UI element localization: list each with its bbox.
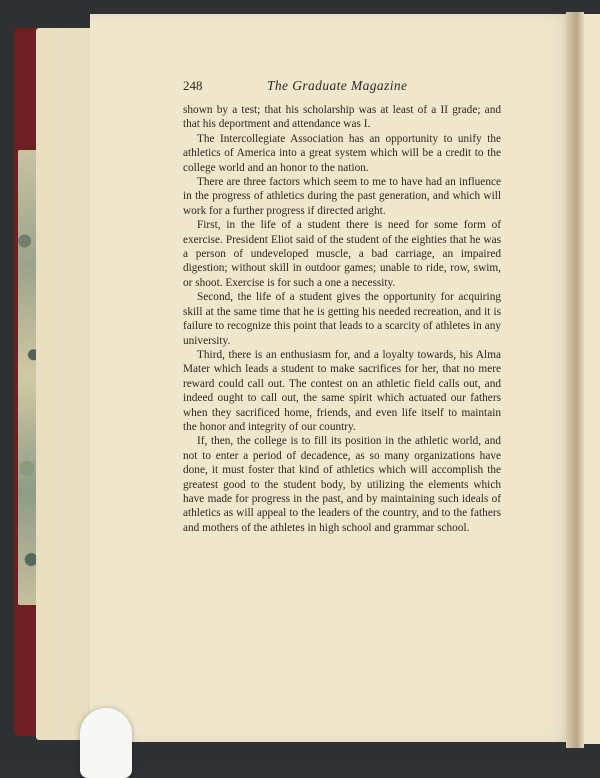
page-gutter — [566, 12, 584, 748]
facing-page-edge — [582, 14, 600, 744]
paragraph: The Intercollegiate Association has an opportunity to unify the athletics of America into a great system which will be a credit to the college world and an honor to the nation. — [183, 132, 501, 174]
paragraph: Third, there is an enthusiasm for, and a loyalty towards, his Alma Mater which leads a student to make sacrifices for her, that no mere reward could call out. The contest on an athletic field calls out, and indeed ought to call out, the same spirit which actuated our fathers when they sacrificed home, friends, and even life itself to maintain the honor and integrity of our country. — [183, 348, 501, 433]
paragraph: If, then, the college is to fill its position in the athletic world, and not to enter a period of decadence, as so many organizations have done, it must foster that kind of athletics which will accomplish the greatest good to the student body, by utilizing the elements which have made for progress in the past, and by maintaining such ideals of athletics as will appeal to the leaders of the country, and to the fathers and mothers of the athletes in high school and grammar school. — [183, 435, 501, 534]
body-text — [183, 103, 501, 535]
running-title: The Graduate Magazine — [267, 78, 408, 93]
page-number: 248 — [183, 78, 203, 93]
thumb — [80, 708, 132, 778]
paragraph: Second, the life of a student gives the opportunity for acquiring skill at the same time that he is getting his needed recreation, and it is failure to recognize this point that leads to a scarcity of athletes in any university. — [183, 291, 501, 347]
paragraph: shown by a test; that his scholarship was at least of a II grade; and that his deportment and attendance was I. — [183, 104, 501, 131]
page-edges — [36, 28, 92, 740]
paragraph: There are three factors which seem to me to have had an influence in the progress of athletics during the past generation, and which will work for a further progress if directed aright. — [183, 176, 501, 217]
paragraph: First, in the life of a student there is need for some form of exercise. President Eliot said of the student of the eighties that he was a person of undeveloped muscle, a bad carriage, an impaired digestion; without skill in outdoor games; unable to ride, row, swim, or shoot. Exercise is for such a one a necessity. — [183, 219, 501, 289]
